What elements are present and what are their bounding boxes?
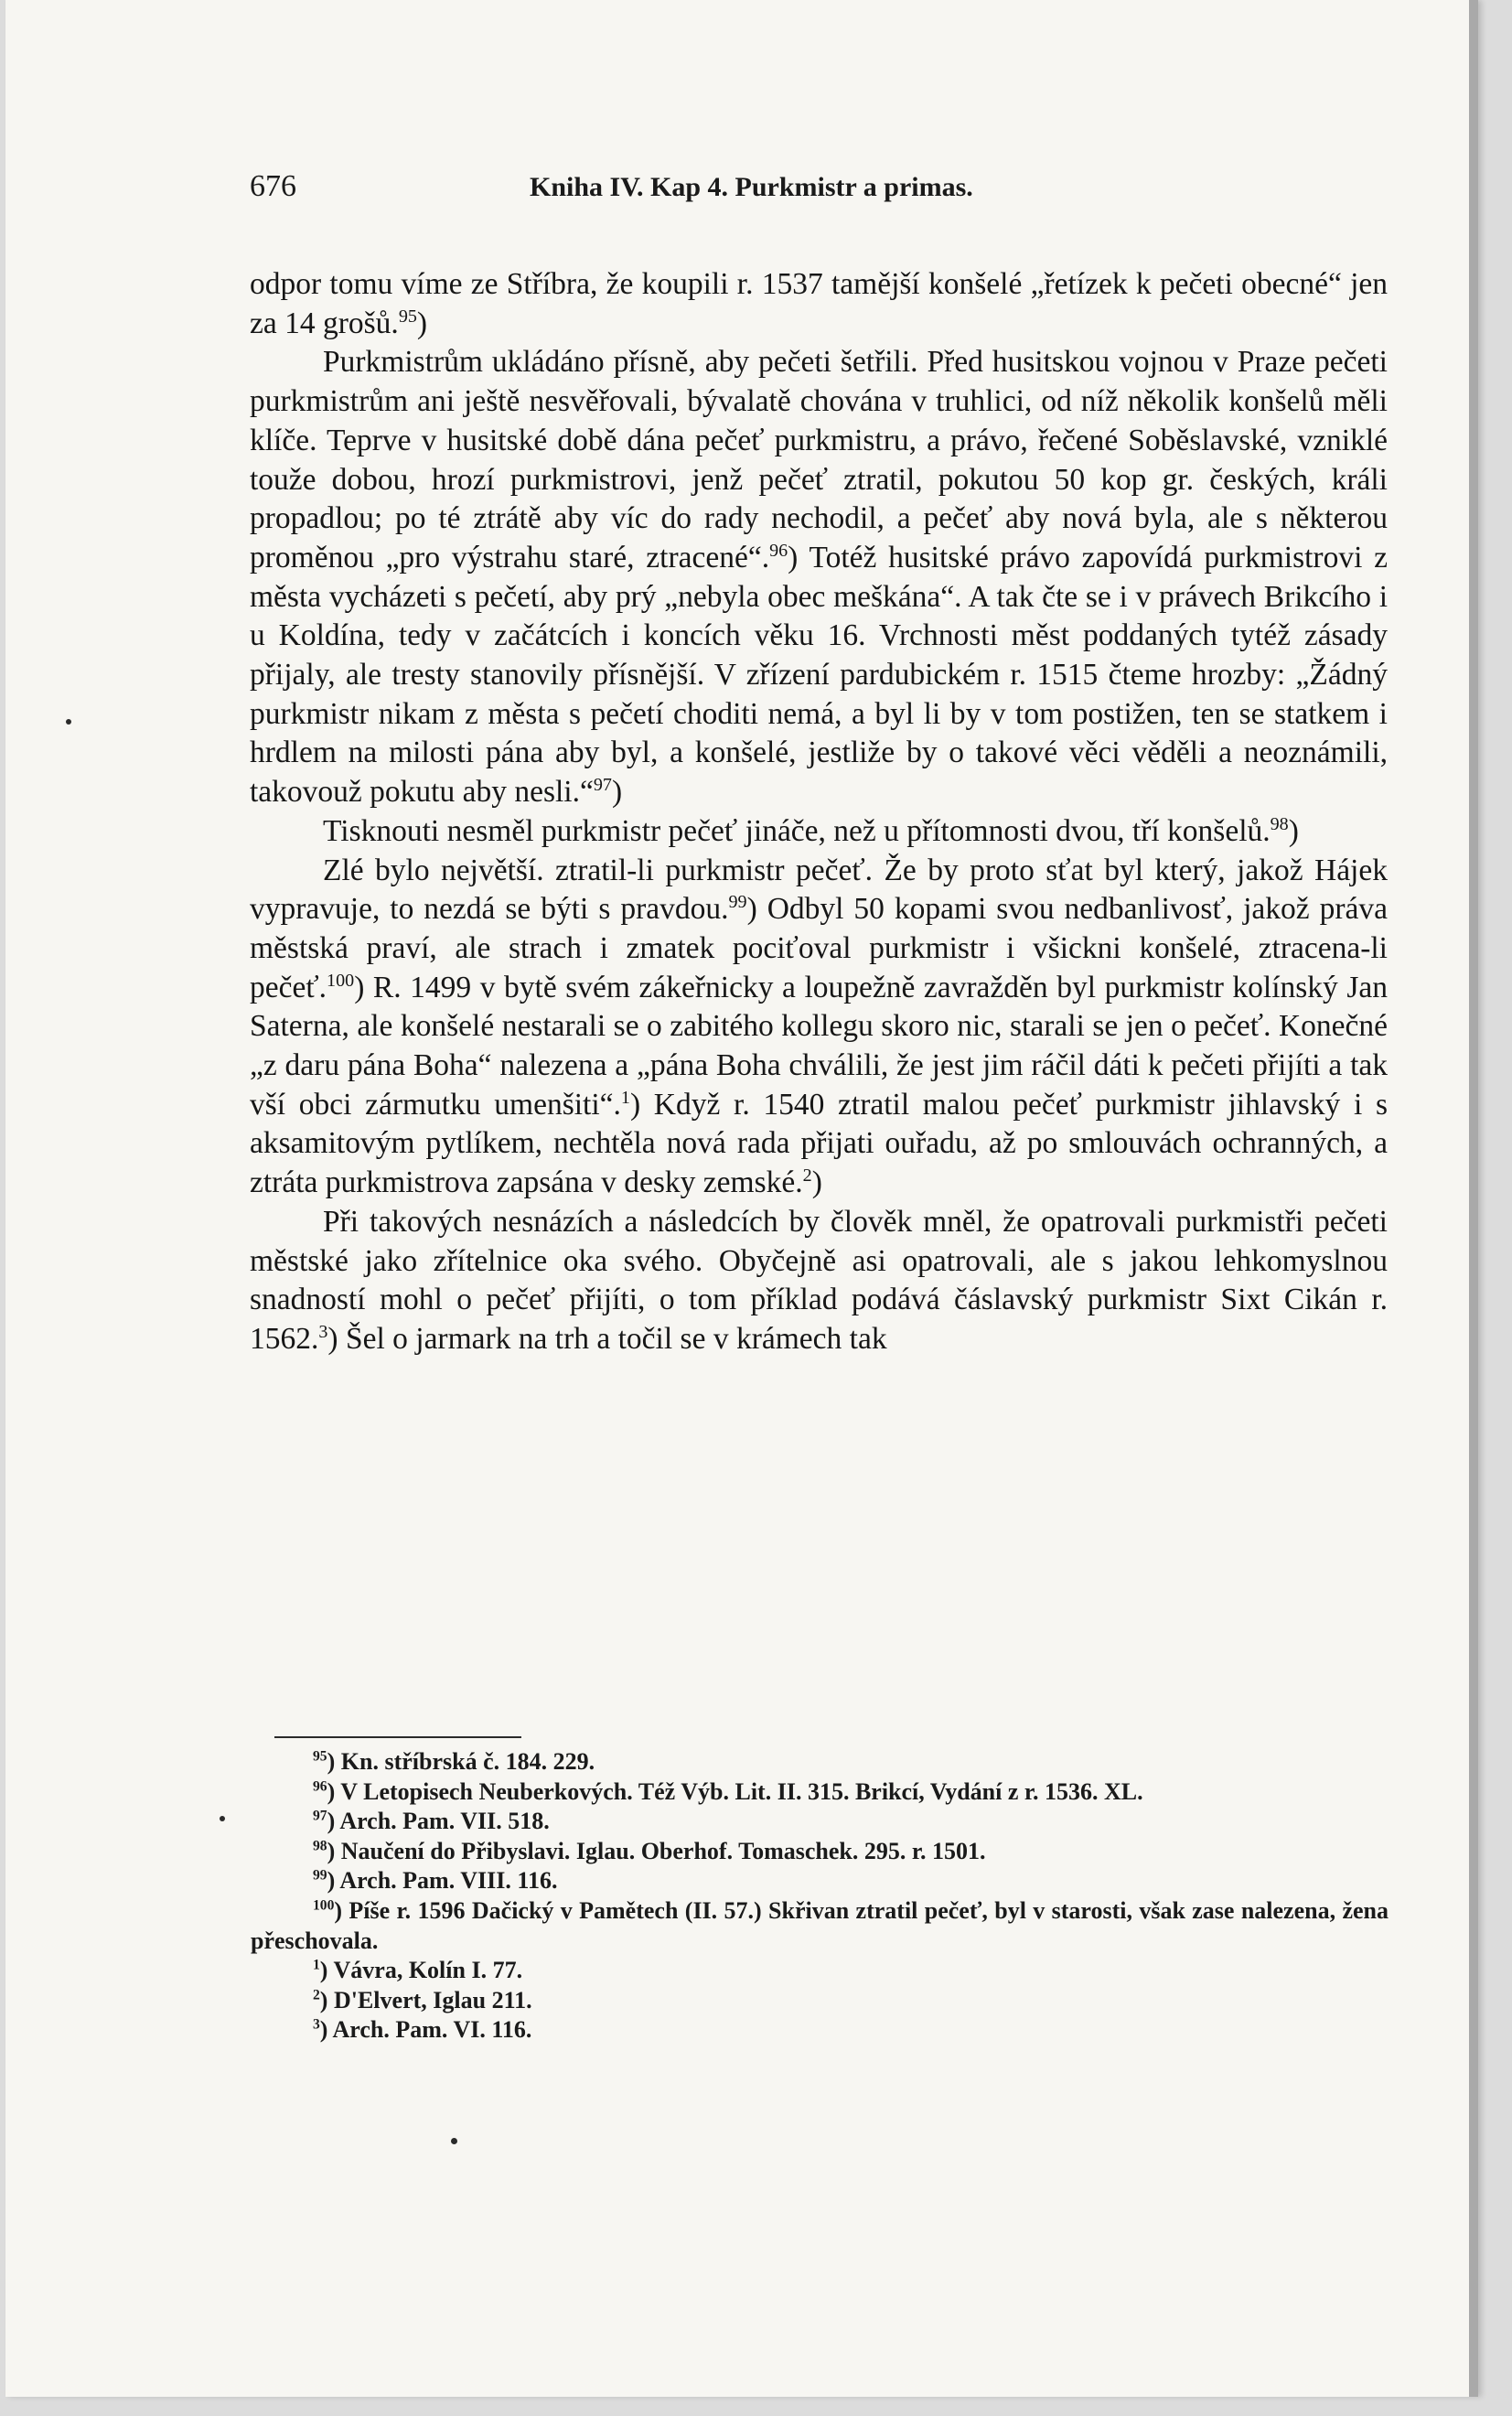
- footnote-ref: 95: [398, 306, 417, 327]
- footnote: $^1$) Vávra, Kolín I. 77.: [313, 1957, 523, 1984]
- footnote-mark: 95: [313, 1748, 327, 1765]
- footnote: $^{98}$) Naučení do Přibyslavi. Iglau. Oberhof. Tomaschek. 295. r. 1501.: [313, 1837, 986, 1864]
- paragraph: odpor tomu víme ze Stříbra, že koupili r. 1537 tamější konšelé „řetízek k pečeti obecné“ jen za 14 grošů.$^{95}$): [250, 267, 1388, 340]
- footnote-ref: 100: [327, 970, 355, 991]
- footnote-ref: 97: [593, 774, 612, 795]
- footnote: $^3$) Arch. Pam. VI. 116.: [313, 2016, 532, 2044]
- footnote-text: Píše r. 1596 Dačický v Pamětech (II. 57.) Skřivan ztratil pečeť, byl v starosti, však zase nalezena, žena přeschovala.: [251, 1896, 1389, 1954]
- page-number: 676: [250, 169, 296, 203]
- paragraph: Zlé bylo největší. ztratil-li purkmistr pečeť. Že by proto sťat byl který, jakož Hájek vypravuje, to nezdá se býti s pravdou.$^{99}$) Odbyl 50 kopami svou nedbanlivosť, jakož práva městská praví, ale strach i zmatek pociťoval purkmistr i všickni konšelé, ztracena-li pečeť.$^{100}$) R. 1499 v bytě svém zákeřnicky a loupežně zavražděn byl purkmistr kolínský Jan Saterna, ale konšelé nestarali se o zabitého kollegu skoro nic, starali se jen o pečeť. Konečné „z daru pána Boha“ nalezena a „pána Boha chválili, že jest jim ráčil dáti k pečeti přijíti a tak vší obci zármutku umenšiti“.$^1$) Když r. 1540 ztratil malou pečeť purkmistr jihlavský i s aksamitovým pytlíkem, nechtěla nová rada přijati ouřadu, až po smlouvách ochranných, a ztráta purkmistrova zapsána v desky zemské.$^2$): [250, 853, 1389, 1200]
- footnote-mark: 3: [313, 2016, 320, 2033]
- footnote-ref: 98: [1270, 813, 1289, 834]
- footnote-mark: 96: [313, 1777, 327, 1794]
- footnotes: [251, 1747, 1389, 2046]
- footnote-text: V Letopisech Neuberkových. Též Výb. Lit. II. 315. Brikcí, Vydání z r. 1536. XL.: [340, 1777, 1143, 1805]
- footnote-text: Arch. Pam. VI. 116.: [332, 2016, 532, 2044]
- footnote-mark: 2: [313, 1987, 320, 2003]
- footnote-mark: 1: [313, 1957, 320, 1973]
- paragraph-text: R. 1499 v bytě svém zákeřnicky a loupežně zavražděn byl purkmistr kolínský Jan Saterna, ale konšelé nestarali se o zabitého kollegu skoro nic, starali se jen o pečeť. Konečné „z daru pána Boha“ nalezena a „pána Boha chválili, že jest jim ráčil dáti k pečeti přijíti a tak vší obci zármutku umenšiti“.: [250, 970, 1389, 1122]
- scan-speck: [451, 2138, 457, 2144]
- footnote: $^{99}$) Arch. Pam. VIII. 116.: [313, 1867, 558, 1895]
- footnote: $^2$) D'Elvert, Iglau 211.: [313, 1986, 532, 2013]
- body-text: [250, 265, 1388, 1359]
- footnote-mark: 100: [313, 1897, 335, 1914]
- footnote: $^{97}$) Arch. Pam. VII. 518.: [313, 1808, 550, 1835]
- page-header: [250, 169, 1402, 215]
- paragraph-text: Odbyl 50 kopami svou nedbanlivosť, jakož práva městská praví, ale strach i zmatek pociťoval purkmistr i všickni konšelé, ztracena-li pečeť.: [250, 892, 1388, 1004]
- scan-speck: [66, 719, 71, 725]
- paragraph-text: Šel o jarmark na trh a točil se v krámech tak: [345, 1321, 887, 1356]
- footnote: $^{100}$) Píše r. 1596 Dačický v Pamětech (II. 57.) Skřivan ztratil pečeť, byl v starosti, však zase nalezena, žena přeschovala.: [251, 1896, 1389, 1954]
- paragraph: Tisknouti nesměl purkmistr pečeť jináče, než u přítomnosti dvou, tří konšelů.$^{98}$): [323, 813, 1299, 848]
- paragraph-text: Tisknouti nesměl purkmistr pečeť jináče, než u přítomnosti dvou, tří konšelů.: [323, 813, 1271, 848]
- footnote-mark: 97: [313, 1808, 327, 1824]
- footnote-mark: 98: [313, 1838, 327, 1854]
- footnote-text: Naučení do Přibyslavi. Iglau. Oberhof. Tomaschek. 295. r. 1501.: [340, 1837, 986, 1864]
- paragraph-text: Totéž husitské právo zapovídá purkmistrovi z města vycházeti s pečetí, aby prý „nebyla obec meškána“. A tak čte se i v právech Brikcího i u Koldína, tedy v začátcích i koncích věku 16. Vrchnosti měst poddaných tytéž zásady přijaly, ale tresty stanovily přísnější. V zřízení pardubickém r. 1515 čteme hrozby: „Žádný purkmistr nikam z města s pečetí choditi nemá, a byl li by v tom postižen, ten se statkem i hrdlem na milosti pána aby byl, a konšelé, jestliže by o takové věci věděli a neoznámili, takovouž pokutu aby nesli.“: [250, 540, 1388, 810]
- footnote-text: Arch. Pam. VIII. 116.: [339, 1867, 558, 1895]
- footnote-ref: 99: [728, 892, 747, 913]
- footnote: $^{96}$) V Letopisech Neuberkových. Též Výb. Lit. II. 315. Brikcí, Vydání z r. 1536. XL.: [313, 1777, 1143, 1805]
- paragraph-text: Purkmistrům ukládáno přísně, aby pečeti šetřili. Před husitskou vojnou v Praze pečeti purkmistrům ani ještě nesvěřovali, bývalatě chována v truhlici, od níž několik konšelů měli klíče. Teprve v husitské době dána pečeť purkmistru, a právo, řečené Soběslavské, vzniklé touže dobou, hrozí purkmistrovi, jenž pečeť ztratil, pokutou 50 kop gr. českých, králi propadlou; po té ztrátě aby víc do rady nechodil, a pečeť aby nová byla, ale s některou proměnou „pro výstrahu staré, ztracené“.: [250, 345, 1388, 574]
- footnote-text: D'Elvert, Iglau 211.: [333, 1986, 532, 2013]
- footnote-divider: [274, 1736, 521, 1738]
- footnote-text: Vávra, Kolín I. 77.: [333, 1957, 523, 1984]
- book-page: [5, 0, 1478, 2397]
- footnote-ref: 2: [802, 1165, 812, 1187]
- footnote-text: Arch. Pam. VII. 518.: [339, 1808, 550, 1835]
- footnote-ref: 3: [318, 1321, 328, 1342]
- paragraph: Při takových nesnázích a následcích by člověk mněl, že opatrovali purkmistři pečeti městské jako zřítelnice oka svého. Obyčejně asi opatrovali, ale s jakou lehkomyslnou snadností mohl o pečeť přijíti, o tom příklad podává čáslavský purkmistr Sixt Cikán r. 1562.$^3$) Šel o jarmark na trh a točil se v krámech tak: [250, 1204, 1388, 1356]
- footnote-ref: 1: [620, 1087, 630, 1108]
- paragraph-text: Při takových nesnázích a následcích by člověk mněl, že opatrovali purkmistři pečeti městské jako zřítelnice oka svého. Obyčejně asi opatrovali, ale s jakou lehkomyslnou snadností mohl o pečeť přijíti, o tom příklad podává čáslavský purkmistr Sixt Cikán r. 1562.: [250, 1204, 1388, 1356]
- footnote-text: Kn. stříbrská č. 184. 229.: [340, 1748, 595, 1775]
- running-head: Kniha IV. Kap 4. Purkmistr a primas.: [530, 172, 973, 202]
- footnote-mark: 99: [313, 1867, 327, 1884]
- footnote: $^{95}$) Kn. stříbrská č. 184. 229.: [313, 1748, 595, 1775]
- scan-speck: [220, 1816, 225, 1821]
- paragraph-text: Zlé bylo největší. ztratil-li purkmistr pečeť. Že by proto sťat byl který, jakož Hájek vypravuje, to nezdá se býti s pravdou.: [250, 853, 1388, 927]
- paragraph: Purkmistrům ukládáno přísně, aby pečeti šetřili. Před husitskou vojnou v Praze pečeti purkmistrům ani ještě nesvěřovali, bývalatě chována v truhlici, od níž několik konšelů měli klíče. Teprve v husitské době dána pečeť purkmistru, a právo, řečené Soběslavské, vzniklé touže dobou, hrozí purkmistrovi, jenž pečeť ztratil, pokutou 50 kop gr. českých, králi propadlou; po té ztrátě aby víc do rady nechodil, a pečeť aby nová byla, ale s některou proměnou „pro výstrahu staré, ztracené“.$^{96}$) Totéž husitské právo zapovídá purkmistrovi z města vycházeti s pečetí, aby prý „nebyla obec meškána“. A tak čte se i v právech Brikcího i u Koldína, tedy v začátcích i koncích věku 16. Vrchnosti měst poddaných tytéž zásady přijaly, ale tresty stanovily přísnější. V zřízení pardubickém r. 1515 čteme hrozby: „Žádný purkmistr nikam z města s pečetí choditi nemá, a byl li by v tom postižen, ten se statkem i hrdlem na milosti pána aby byl, a konšelé, jestliže by o takové věci věděli a neoznámili, takovouž pokutu aby nesli.“$^{97}$): [250, 345, 1388, 810]
- paragraph-text: Když r. 1540 ztratil malou pečeť purkmistr jihlavský i s aksamitovým pytlíkem, nechtěla nová rada přijati ouřadu, až po smlouvách ochranných, a ztráta purkmistrova zapsána v desky zemské.: [250, 1087, 1388, 1200]
- footnote-ref: 96: [769, 540, 788, 561]
- paragraph-text: odpor tomu víme ze Stříbra, že koupili r. 1537 tamější konšelé „řetízek k pečeti obecné“ jen za 14 grošů.: [250, 267, 1388, 340]
